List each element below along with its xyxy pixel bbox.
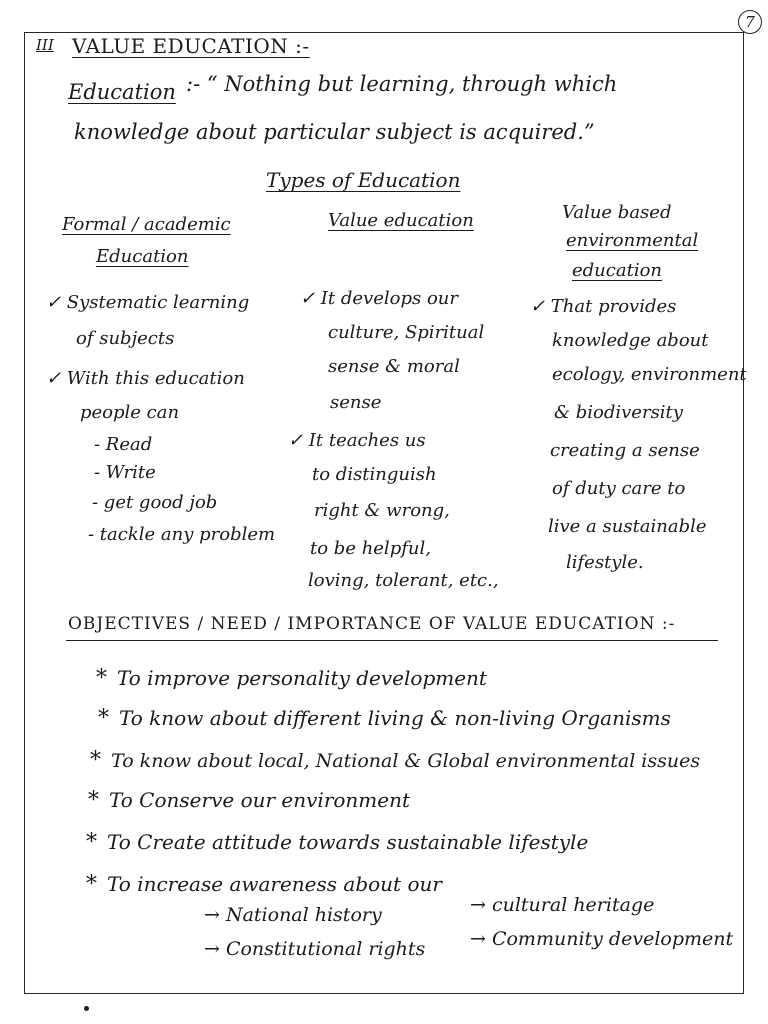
types-heading: Types of Education: [266, 168, 461, 192]
objective-text: To increase awareness about our: [107, 872, 442, 896]
column-formal-line: ✓ With this education: [46, 368, 245, 389]
objective-text: To Create attitude towards sustainable lifestyle: [107, 830, 589, 854]
section-numeral: III: [36, 36, 54, 54]
objective-text: To know about different living & non-living Organisms: [119, 706, 671, 730]
objective-text: To improve personality development: [117, 666, 487, 690]
column-env-line: creating a sense: [550, 440, 700, 461]
objective-item: [90, 748, 700, 773]
asterisk-icon: *: [88, 788, 99, 813]
objective-item: [96, 666, 487, 691]
objective-item: [98, 706, 671, 731]
definition-line-2: knowledge about particular subject is acquired.”: [74, 120, 595, 144]
column-env-line: ✓ That provides: [530, 296, 677, 317]
column-formal-line: of subjects: [76, 328, 175, 349]
definition-label: Education: [68, 80, 176, 104]
column-env-heading-line-2: environmental: [566, 230, 699, 251]
ink-dot: [84, 1006, 89, 1011]
objective-item: [86, 872, 442, 897]
column-env-heading-line-3: education: [572, 260, 662, 281]
asterisk-icon: *: [90, 748, 101, 773]
column-formal-line: - tackle any problem: [88, 524, 276, 545]
column-env-line: of duty care to: [552, 478, 686, 499]
column-value-heading: Value education: [328, 210, 474, 231]
objectives-heading: OBJECTIVES / NEED / IMPORTANCE OF VALUE EDUCATION :-: [68, 614, 676, 634]
definition-line-1: :- “ Nothing but learning, through which: [186, 72, 618, 96]
column-value-line: to be helpful,: [310, 538, 431, 559]
column-env-line: & biodiversity: [554, 402, 683, 423]
objectives-underline: [66, 640, 718, 641]
column-value-line: sense & moral: [328, 356, 460, 377]
objective-text: To Conserve our environment: [109, 788, 411, 812]
column-formal-line: people can: [80, 402, 180, 423]
column-value-line: loving, tolerant, etc.,: [308, 570, 499, 591]
column-value-line: sense: [330, 392, 382, 413]
section-title: VALUE EDUCATION :-: [72, 34, 310, 58]
column-value-line: ✓ It develops our: [300, 288, 458, 309]
page-number: 7: [738, 10, 762, 34]
awareness-item: → National history: [204, 904, 382, 926]
column-env-line: ecology, environment: [552, 364, 747, 385]
asterisk-icon: *: [86, 830, 97, 855]
column-value-line: culture, Spiritual: [328, 322, 485, 343]
column-env-line: knowledge about: [552, 330, 709, 351]
column-env-line: live a sustainable: [548, 516, 707, 537]
column-formal-heading-line-1: Formal / academic: [62, 214, 231, 235]
column-formal-line: - get good job: [92, 492, 218, 513]
awareness-item: → Constitutional rights: [204, 938, 426, 960]
column-formal-line: ✓ Systematic learning: [46, 292, 250, 313]
awareness-item: → cultural heritage: [470, 894, 655, 916]
objective-item: [88, 788, 410, 813]
objective-text: To know about local, National & Global environmental issues: [111, 750, 701, 772]
awareness-item: → Community development: [470, 928, 734, 950]
asterisk-icon: *: [86, 872, 97, 897]
column-formal-heading-line-2: Education: [96, 246, 189, 267]
asterisk-icon: *: [98, 706, 109, 731]
column-formal-line: - Write: [94, 462, 156, 483]
asterisk-icon: *: [96, 666, 107, 691]
column-value-line: to distinguish: [312, 464, 437, 485]
column-formal-line: - Read: [94, 434, 153, 455]
column-value-line: right & wrong,: [314, 500, 450, 521]
column-value-line: ✓ It teaches us: [288, 430, 426, 451]
column-env-heading-line-1: Value based: [562, 202, 672, 223]
objective-item: [86, 830, 588, 855]
column-env-line: lifestyle.: [566, 552, 644, 573]
